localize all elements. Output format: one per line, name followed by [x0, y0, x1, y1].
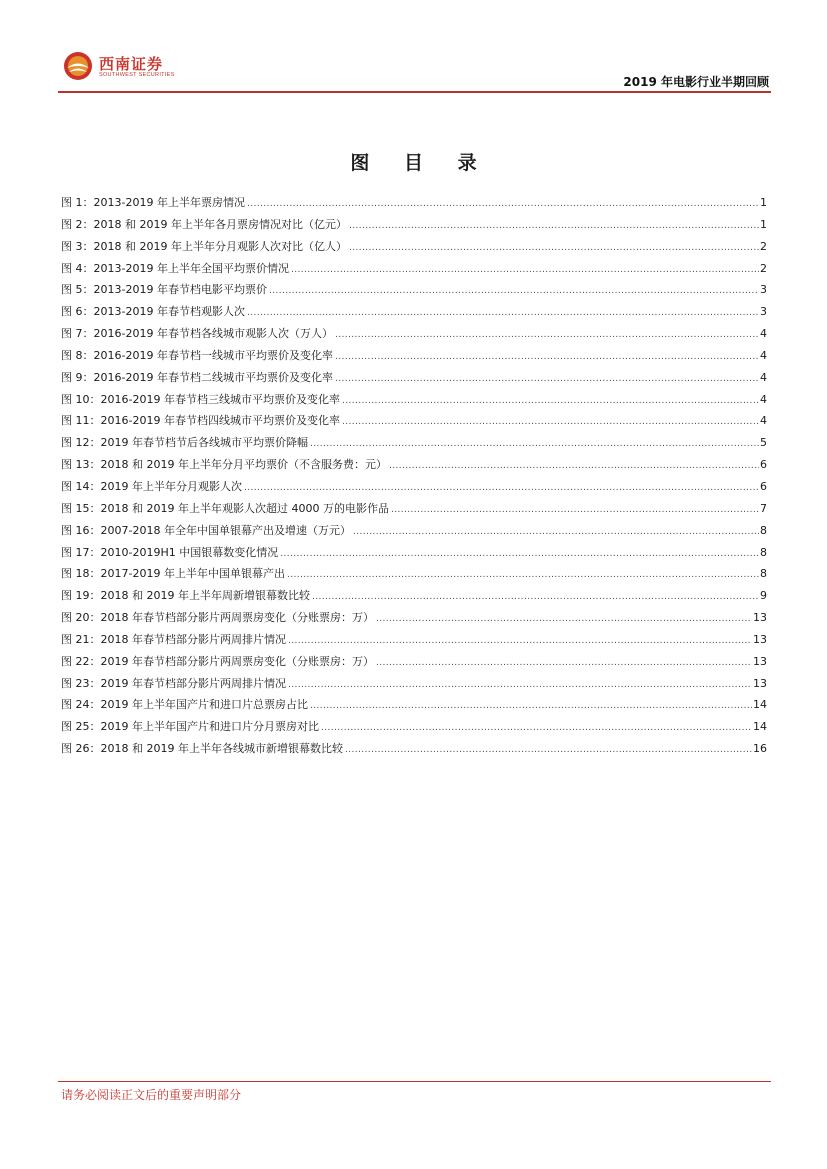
- toc-entry[interactable]: [61, 236, 767, 258]
- dot-leader: [342, 391, 759, 413]
- toc-entry-label: 图 12：2019 年春节档节后各线城市平均票价降幅: [61, 436, 308, 450]
- toc-entry-page-number: 14: [753, 720, 767, 734]
- toc-entry-page-number: 4: [760, 414, 767, 428]
- toc-entry-page-number: 7: [760, 501, 767, 515]
- dot-leader: [389, 456, 759, 478]
- dot-leader: [287, 565, 759, 587]
- toc-entry-label: 图 20：2018 年春节档部分影片两周票房变化（分账票房：万）: [61, 611, 374, 625]
- toc-entry-page-number: 4: [760, 392, 767, 406]
- toc-entry[interactable]: [61, 454, 767, 476]
- toc-title: 图 目 录: [350, 152, 491, 174]
- sun-logo-icon: [63, 51, 93, 81]
- toc-entry[interactable]: [61, 301, 767, 323]
- dot-leader: [291, 260, 759, 282]
- toc-entry[interactable]: [61, 629, 767, 651]
- toc-entry[interactable]: [61, 214, 767, 236]
- toc-entry[interactable]: [61, 673, 767, 695]
- toc-entry-page-number: 1: [760, 196, 767, 209]
- dot-leader: [349, 238, 759, 260]
- dot-leader: [269, 281, 759, 303]
- toc-entry-page-number: 3: [760, 305, 767, 319]
- toc-entry-label: 图 19：2018 和 2019 年上半年周新增银幕数比较: [61, 589, 310, 603]
- toc-entry[interactable]: [61, 432, 767, 454]
- toc-entry[interactable]: [61, 542, 767, 564]
- footer-divider: [58, 1081, 771, 1082]
- report-title: 2019 年电影行业半期回顾: [623, 75, 769, 89]
- figure-list: [61, 192, 767, 760]
- toc-entry[interactable]: [61, 389, 767, 411]
- toc-entry-page-number: 9: [760, 589, 767, 603]
- toc-entry-label: 图 5：2013-2019 年春节档电影平均票价: [61, 283, 267, 297]
- header-divider: [58, 91, 771, 93]
- toc-entry[interactable]: [61, 367, 767, 389]
- toc-entry-page-number: 2: [760, 239, 767, 253]
- toc-entry-page-number: 6: [760, 479, 767, 493]
- dot-leader: [244, 478, 759, 500]
- dot-leader: [335, 369, 759, 391]
- dot-leader: [288, 631, 752, 653]
- dot-leader: [310, 696, 752, 718]
- toc-entry-label: 图 22：2019 年春节档部分影片两周票房变化（分账票房：万）: [61, 654, 374, 668]
- dot-leader: [288, 675, 752, 697]
- toc-entry-page-number: 14: [753, 698, 767, 712]
- toc-entry[interactable]: [61, 716, 767, 738]
- toc-entry-label: 图 16：2007-2018 年全年中国单银幕产出及增速（万元）: [61, 523, 351, 537]
- toc-entry-label: 图 25：2019 年上半年国产片和进口片分月票房对比: [61, 720, 319, 734]
- toc-entry-page-number: 4: [760, 348, 767, 362]
- toc-entry[interactable]: [61, 323, 767, 345]
- dot-leader: [335, 325, 759, 347]
- toc-entry-label: 图 3：2018 和 2019 年上半年分月观影人次对比（亿人）: [61, 239, 347, 253]
- dot-leader: [353, 522, 759, 544]
- toc-entry-label: 图 11：2016-2019 年春节档四线城市平均票价及变化率: [61, 414, 340, 428]
- toc-entry[interactable]: [61, 694, 767, 716]
- toc-entry-label: 图 7：2016-2019 年春节档各线城市观影人次（万人）: [61, 327, 333, 341]
- toc-entry-page-number: 8: [760, 523, 767, 537]
- toc-entry-label: 图 2：2018 和 2019 年上半年各月票房情况对比（亿元）: [61, 217, 347, 231]
- dot-leader: [335, 347, 759, 369]
- dot-leader: [280, 544, 759, 566]
- toc-entry-label: 图 15：2018 和 2019 年上半年观影人次超过 4000 万的电影作品: [61, 501, 389, 515]
- toc-entry-page-number: 8: [760, 545, 767, 559]
- toc-entry[interactable]: [61, 585, 767, 607]
- dot-leader: [376, 609, 752, 631]
- toc-entry-page-number: 4: [760, 327, 767, 341]
- toc-entry-page-number: 13: [753, 676, 767, 690]
- dot-leader: [342, 412, 759, 434]
- toc-entry-label: 图 4：2013-2019 年上半年全国平均票价情况: [61, 261, 289, 275]
- toc-entry-page-number: 8: [760, 567, 767, 581]
- toc-entry-page-number: 4: [760, 370, 767, 384]
- dot-leader: [345, 740, 752, 762]
- toc-entry[interactable]: [61, 738, 767, 760]
- toc-entry[interactable]: [61, 345, 767, 367]
- disclaimer-notice: 请务必阅读正文后的重要声明部分: [61, 1088, 242, 1102]
- toc-entry[interactable]: [61, 563, 767, 585]
- company-logo: [63, 50, 173, 84]
- toc-entry-label: 图 1：2013-2019 年上半年票房情况: [61, 196, 245, 209]
- toc-entry-page-number: 1: [760, 217, 767, 231]
- toc-entry-label: 图 13：2018 和 2019 年上半年分月平均票价（不含服务费：元）: [61, 458, 387, 472]
- toc-entry-page-number: 3: [760, 283, 767, 297]
- toc-entry[interactable]: [61, 607, 767, 629]
- toc-entry-label: 图 23：2019 年春节档部分影片两周排片情况: [61, 676, 286, 690]
- toc-entry-page-number: 16: [753, 742, 767, 756]
- toc-entry[interactable]: [61, 279, 767, 301]
- dot-leader: [391, 500, 759, 522]
- toc-entry-label: 图 10：2016-2019 年春节档三线城市平均票价及变化率: [61, 392, 340, 406]
- toc-entry[interactable]: [61, 410, 767, 432]
- dot-leader: [312, 587, 759, 609]
- toc-entry[interactable]: [61, 192, 767, 214]
- toc-entry-label: 图 21：2018 年春节档部分影片两周排片情况: [61, 632, 286, 646]
- toc-entry[interactable]: [61, 520, 767, 542]
- dot-leader: [247, 194, 759, 216]
- toc-entry-label: 图 6：2013-2019 年春节档观影人次: [61, 305, 245, 319]
- toc-entry[interactable]: [61, 258, 767, 280]
- toc-entry[interactable]: [61, 476, 767, 498]
- toc-entry-label: 图 9：2016-2019 年春节档二线城市平均票价及变化率: [61, 370, 333, 384]
- logo-name: 西南证券: [99, 55, 164, 73]
- toc-entry-label: 图 24：2019 年上半年国产片和进口片总票房占比: [61, 698, 308, 712]
- toc-entry-page-number: 13: [753, 654, 767, 668]
- dot-leader: [247, 303, 759, 325]
- toc-entry-page-number: 13: [753, 611, 767, 625]
- toc-entry[interactable]: [61, 651, 767, 673]
- toc-entry-label: 图 26：2018 和 2019 年上半年各线城市新增银幕数比较: [61, 742, 343, 756]
- toc-entry-label: 图 18：2017-2019 年上半年中国单银幕产出: [61, 567, 285, 581]
- toc-entry-page-number: 6: [760, 458, 767, 472]
- toc-entry-label: 图 17：2010-2019H1 中国银幕数变化情况: [61, 545, 279, 559]
- dot-leader: [321, 718, 752, 740]
- dot-leader: [349, 216, 759, 238]
- toc-entry[interactable]: [61, 498, 767, 520]
- toc-entry-page-number: 13: [753, 632, 767, 646]
- toc-entry-page-number: 5: [760, 436, 767, 450]
- toc-entry-page-number: 2: [760, 261, 767, 275]
- toc-entry-label: 图 8：2016-2019 年春节档一线城市平均票价及变化率: [61, 348, 333, 362]
- dot-leader: [310, 434, 759, 456]
- dot-leader: [376, 653, 752, 675]
- logo-english-name: SOUTHWEST SECURITIES: [99, 72, 175, 78]
- toc-entry-label: 图 14：2019 年上半年分月观影人次: [61, 479, 242, 493]
